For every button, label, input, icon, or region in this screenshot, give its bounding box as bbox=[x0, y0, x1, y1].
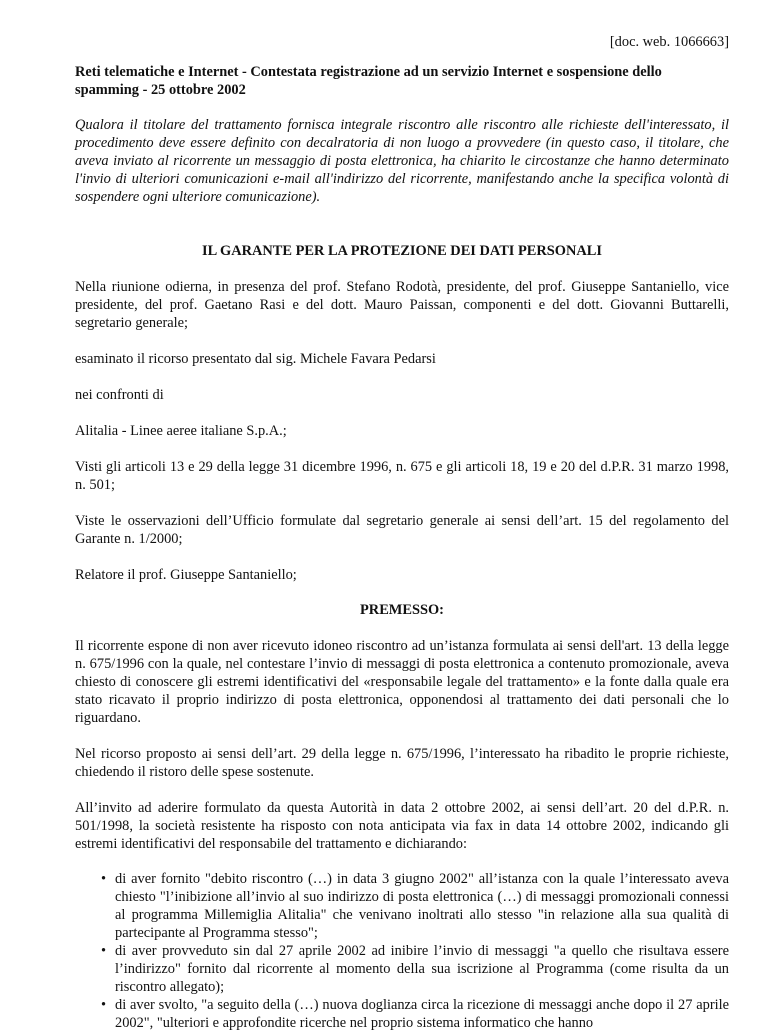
declaration-list bbox=[75, 870, 729, 1032]
section-heading-premesso: PREMESSO: bbox=[360, 602, 444, 618]
list-item: • di aver fornito "debito riscontro (…) in data 3 giugno 2002" all’istanza con la quale l’interessato aveva chiesto "l’inibizione all’invio al suo indirizzo di posta elettronica (…) di messaggi promozionali connessi al programma Millemiglia Alitalia" che venivano inoltrati allo stesso "in relazione alla sua qualità di partecipante al Programma stesso"; bbox=[75, 870, 729, 942]
observations-paragraph: Viste le osservazioni dell’Ufficio formulate dal segretario generale ai sensi dell’art. 15 del regolamento del Garante n. 1/2000; bbox=[75, 513, 729, 547]
against-paragraph: nei confronti di bbox=[75, 387, 164, 403]
premesso-paragraph: Il ricorrente espone di non aver ricevuto idoneo riscontro ad un’istanza formulata ai sensi dell'art. 13 della legge n. 675/1996 con la quale, nel contestare l’invio di messaggi di posta elettronica a contenuto promozionale, aveva chiesto di conoscere gli estremi identificativi del «responsabile legale del trattamento» e la fonte dalla quale era stato ricavato il proprio indirizzo di posta elettronica, opponendosi al trattamento dei dati personali che lo riguardano. bbox=[75, 638, 729, 726]
document-page bbox=[75, 0, 729, 1032]
document-title: Reti telematiche e Internet - Contestata registrazione ad un servizio Internet e sospensione dello spamming - 25 ottobre 2002 bbox=[75, 64, 662, 98]
document-reference: [doc. web. 1066663] bbox=[609, 34, 729, 50]
meeting-paragraph: Nella riunione odierna, in presenza del prof. Stefano Rodotà, presidente, del prof. Giuseppe Santaniello, vice presidente, del prof. Gaetano Rasi e del dott. Mauro Paissan, componenti e del dott. Giovanni Buttarelli, segretario generale; bbox=[75, 279, 729, 331]
legal-basis-paragraph: Visti gli articoli 13 e 29 della legge 31 dicembre 1996, n. 675 e gli articoli 18, 19 e 20 del d.P.R. 31 marzo 1998, n. 501; bbox=[75, 459, 729, 493]
authority-heading: IL GARANTE PER LA PROTEZIONE DEI DATI PERSONALI bbox=[202, 243, 602, 259]
respondent-paragraph: Alitalia - Linee aeree italiane S.p.A.; bbox=[75, 423, 287, 439]
appeal-paragraph: esaminato il ricorso presentato dal sig. Michele Favara Pedarsi bbox=[75, 351, 436, 367]
list-item: • di aver svolto, "a seguito della (…) nuova doglianza circa la ricezione di messaggi anche dopo il 27 aprile 2002", "ulteriori e approfondite ricerche nel proprio sistema informatico che hanno bbox=[75, 996, 729, 1032]
premesso-paragraph: All’invito ad aderire formulato da questa Autorità in data 2 ottobre 2002, ai sensi dell’art. 20 del d.P.R. n. 501/1998, la società resistente ha risposto con nota anticipata via fax in data 14 ottobre 2002, indicando gli estremi identificativi del responsabile del trattamento e dichiarando: bbox=[75, 800, 729, 852]
premesso-paragraph: Nel ricorso proposto ai sensi dell’art. 29 della legge n. 675/1996, l’interessato ha ribadito le proprie richieste, chiedendo il ristoro delle spese sostenute. bbox=[75, 746, 729, 780]
list-item: • di aver provveduto sin dal 27 aprile 2002 ad inibire l’invio di messaggi "a quello che risultava essere l’indirizzo" fornito dal ricorrente al momento della sua iscrizione al Programma (come risulta da un riscontro allegato); bbox=[75, 942, 729, 996]
rapporteur-paragraph: Relatore il prof. Giuseppe Santaniello; bbox=[75, 567, 297, 583]
document-abstract: Qualora il titolare del trattamento fornisca integrale riscontro alle riscontro alle richieste dell'interessato, il procedimento deve essere definito con decalratoria di non luogo a provvedere (in questo caso, il titolare, che aveva inviato al ricorrente un messaggio di posta elettronica, ha chiarito le circostanze che hanno determinato l'invio di ulteriori comunicazioni e-mail all'indirizzo del ricorrente, manifestando anche la specifica volontà di sospendere ogni ulteriore comunicazione). bbox=[75, 117, 729, 205]
